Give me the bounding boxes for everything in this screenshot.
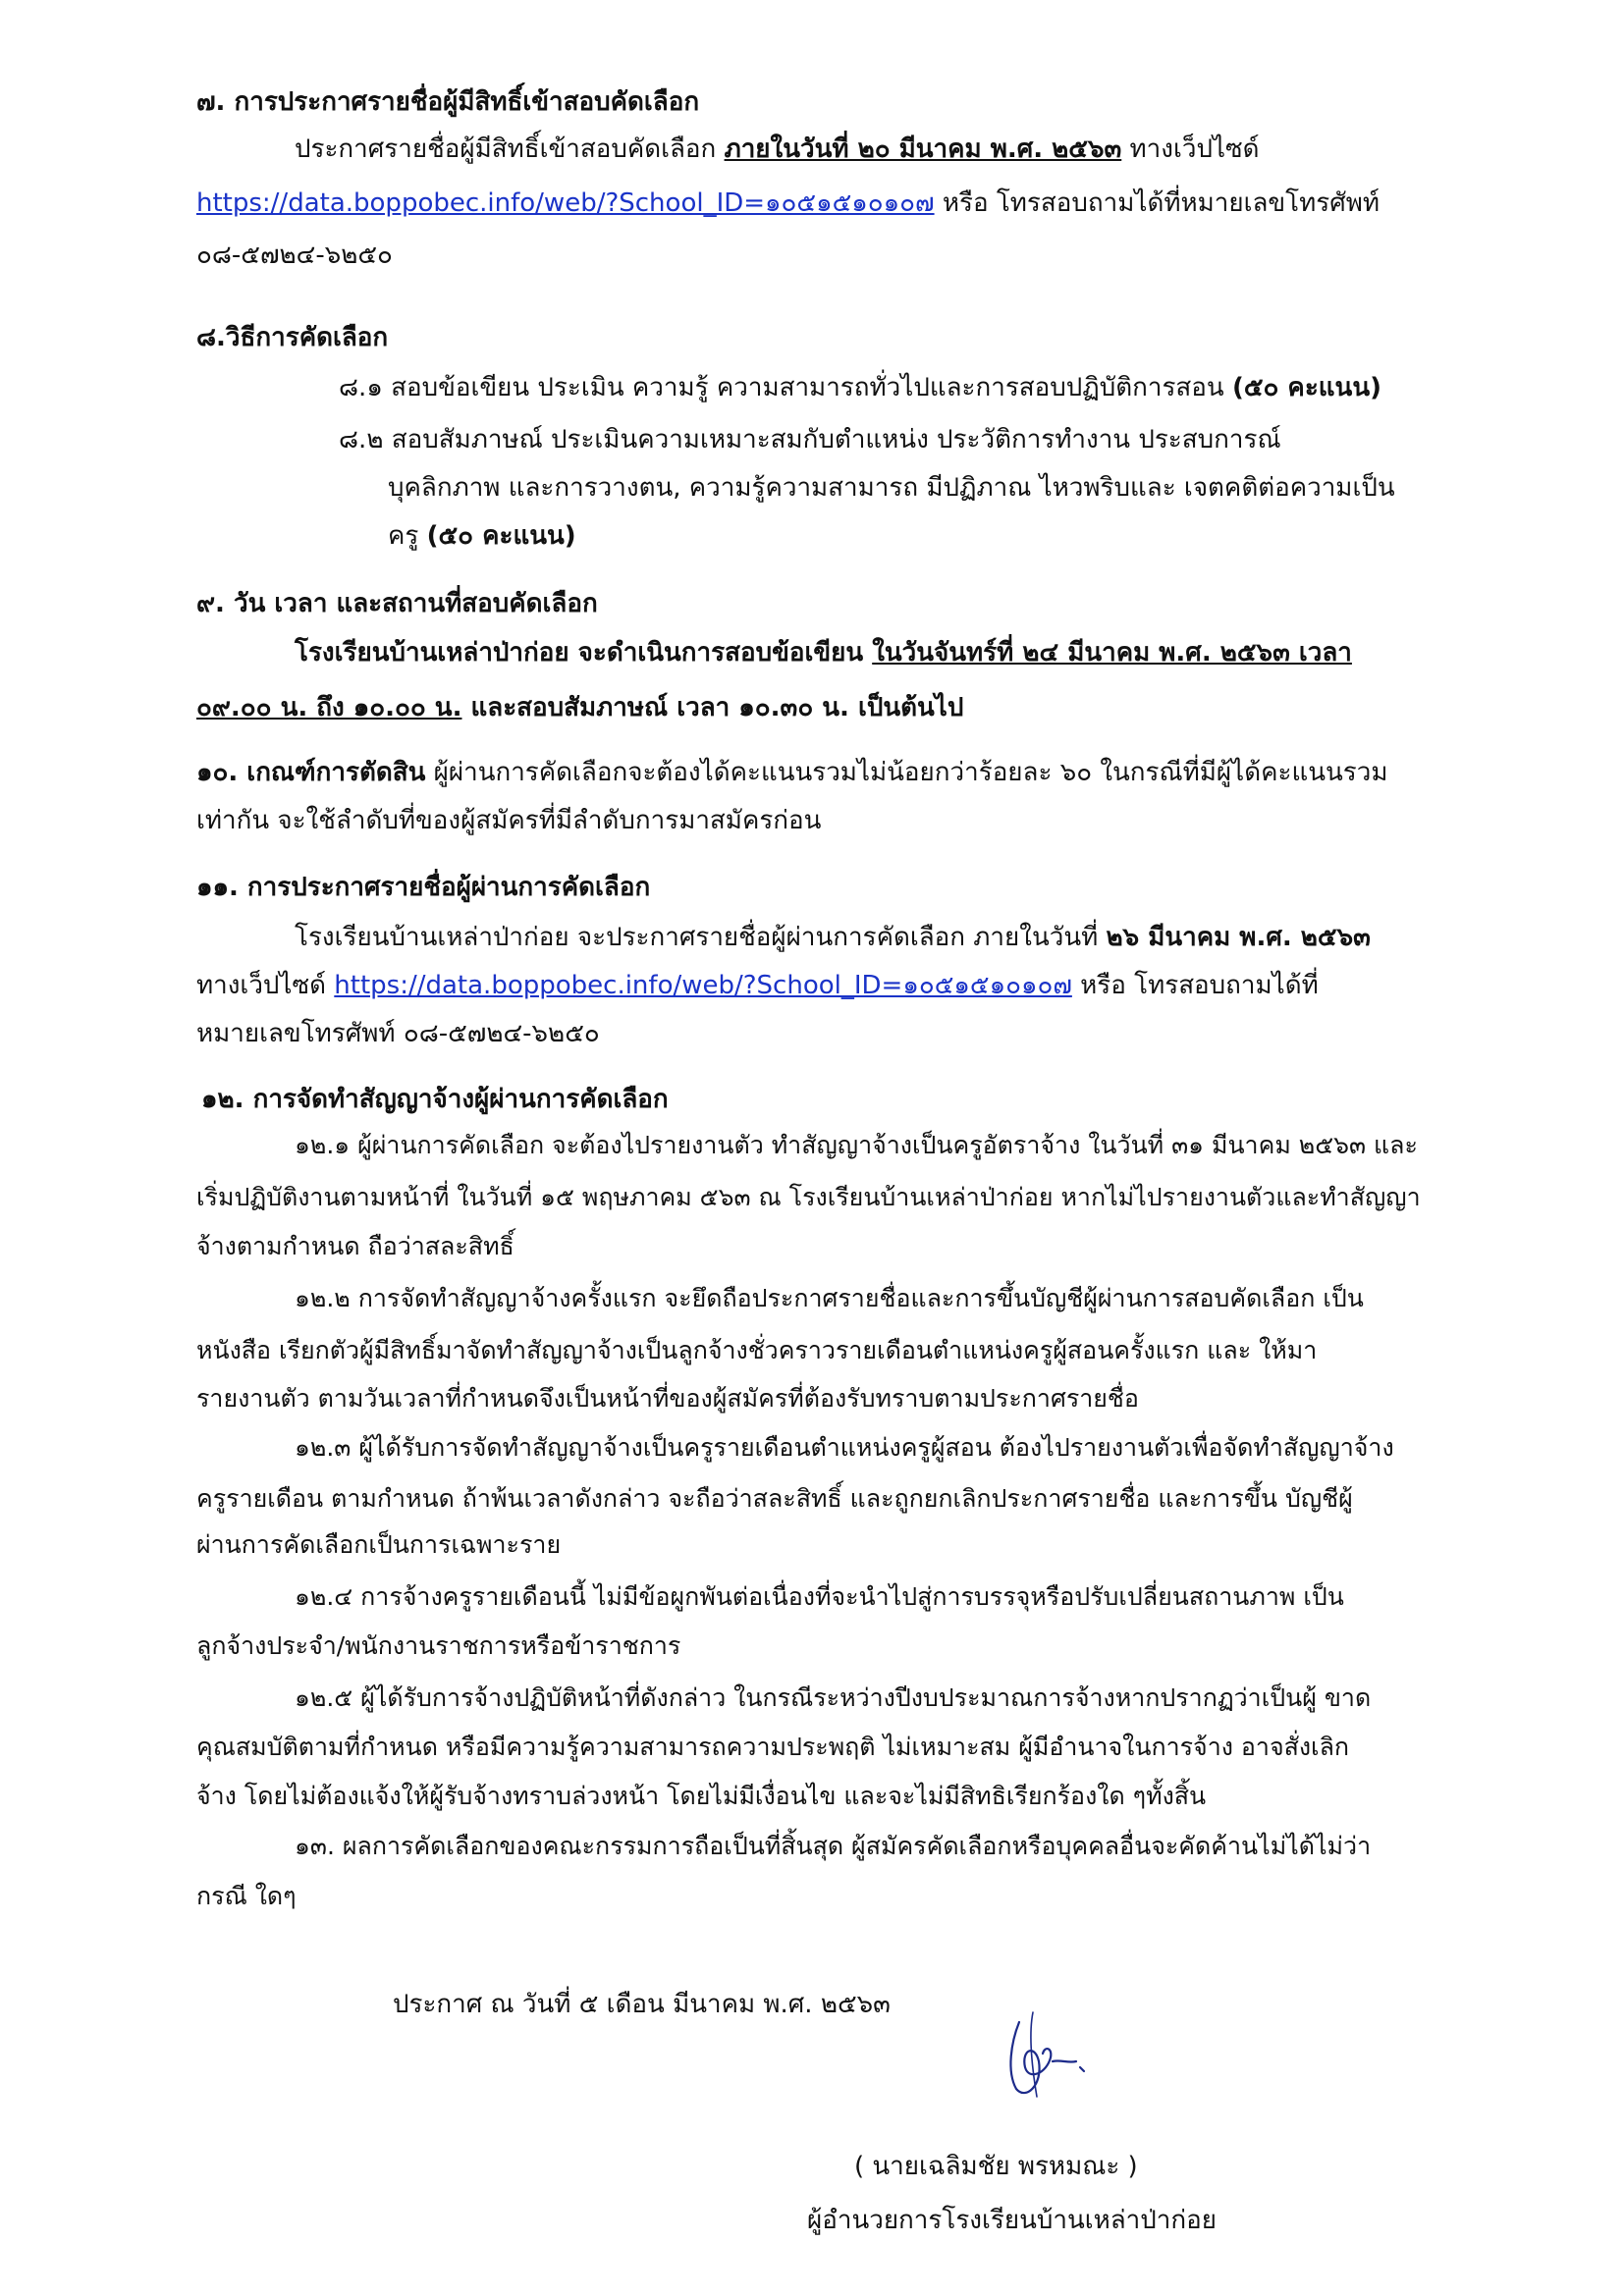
section-12-5-line-3: จ้าง โดยไม่ต้องแจ้งให้ผู้รับจ้างทราบล่วงหน้า โดยไม่มีเงื่อนไข และจะไม่มีสิทธิเรียกร้องใด ๆทั้งสิ้น xyxy=(196,1782,1207,1810)
signer-name: ( นายเฉลิมชัย พรหมณะ ) xyxy=(854,2152,1138,2181)
section-8-item-2-line-3 xyxy=(388,519,576,553)
section-12-2-line-1: ๑๒.๒ การจัดทำสัญญาจ้างครั้งแรก จะยึดถือประกาศรายชื่อและการขึ้นบัญชีผู้ผ่านการสอบคัดเลือก เป็น xyxy=(295,1284,1364,1312)
section-10-text: ผู้ผ่านการคัดเลือกจะต้องได้คะแนนรวมไม่น้อยกว่าร้อยละ ๖๐ ในกรณีที่มีผู้ได้คะแนนรวม xyxy=(425,758,1388,787)
section-7-line-2 xyxy=(196,187,1380,220)
section-11-date: ๒๖ มีนาคม พ.ศ. ๒๕๖๓ xyxy=(1106,923,1371,952)
section-7-link[interactable]: https://data.boppobec.info/web/?School_ID=๑๐๕๑๕๑๐๑๐๗ xyxy=(196,188,935,218)
section-11-text: หรือ โทรสอบถามได้ที่ xyxy=(1071,971,1319,1000)
signer-title: ผู้อำนวยการโรงเรียนบ้านเหล่าป่าก่อย xyxy=(807,2206,1217,2235)
section-7-heading: ๗. การประกาศรายชื่อผู้มีสิทธิ์เข้าสอบคัดเลือก xyxy=(196,87,700,117)
section-8-item-2-line-2: บุคลิกภาพ และการวางตน, ความรู้ความสามารถ มีปฏิภาณ ไหวพริบและ เจตคติต่อความเป็น xyxy=(388,473,1395,503)
section-9-time: ๐๙.๐๐ น. ถึง ๑๐.๐๐ น. xyxy=(196,693,462,722)
section-10-heading: ๑๐. เกณฑ์การตัดสิน xyxy=(196,758,426,787)
section-13-line-2: กรณี ใดๆ xyxy=(196,1882,297,1910)
section-9-text: และสอบสัมภาษณ์ เวลา ๑๐.๓๐ น. เป็นต้นไป xyxy=(461,693,964,722)
section-10-line-2: เท่ากัน จะใช้ลำดับที่ของผู้สมัครที่มีลำดับการมาสมัครก่อน xyxy=(196,806,822,835)
section-12-4-line-2: ลูกจ้างประจำ/พนักงานราชการหรือข้าราชการ xyxy=(196,1631,681,1660)
announcement-date: ประกาศ ณ วันที่ ๕ เดือน มีนาคม พ.ศ. ๒๕๖๓ xyxy=(393,1990,891,2019)
section-12-3-line-1: ๑๒.๓ ผู้ได้รับการจัดทำสัญญาจ้างเป็นครูรายเดือนตำแหน่งครูผู้สอน ต้องไปรายงานตัวเพื่อจัดทำสัญญาจ้าง xyxy=(295,1433,1394,1462)
section-12-4-line-1: ๑๒.๔ การจ้างครูรายเดือนนี้ ไม่มีข้อผูกพันต่อเนื่องที่จะนำไปสู่การบรรจุหรือปรับเปลี่ยนสถานภาพ เป็น xyxy=(295,1582,1344,1611)
section-7-text: ประกาศรายชื่อผู้มีสิทธิ์เข้าสอบคัดเลือก xyxy=(295,134,725,164)
section-9-line-1 xyxy=(295,636,1352,669)
section-12-1-line-2: เริ่มปฏิบัติงานตามหน้าที่ ในวันที่ ๑๕ พฤษภาคม ๕๖๓ ณ โรงเรียนบ้านเหล่าป่าก่อย หากไม่ไปรายงานตัวและทำสัญญา xyxy=(196,1183,1421,1211)
section-7-text: ทางเว็ปไซด์ xyxy=(1121,134,1260,164)
section-12-2-line-2: หนังสือ เรียกตัวผู้มีสิทธิ์มาจัดทำสัญญาจ้างเป็นลูกจ้างชั่วคราวรายเดือนตำแหน่งครูผู้สอนครั้งแรก และ ให้มา xyxy=(196,1336,1318,1364)
section-11-line-1 xyxy=(295,921,1371,954)
section-9-date: ในวันจันทร์ที่ ๒๔ มีนาคม พ.ศ. ๒๕๖๓ เวลา xyxy=(872,638,1352,667)
section-8-item-1 xyxy=(339,371,1381,404)
section-11-text: โรงเรียนบ้านเหล่าป่าก่อย จะประกาศรายชื่อผู้ผ่านการคัดเลือก ภายในวันที่ xyxy=(295,923,1107,952)
section-7-date: ภายในวันที่ ๒๐ มีนาคม พ.ศ. ๒๕๖๓ xyxy=(724,134,1122,164)
section-11-text: ทางเว็ปไซด์ xyxy=(196,971,335,1000)
section-10-line-1 xyxy=(196,756,1387,789)
section-8-item-2-text: ครู xyxy=(388,521,427,551)
section-8-item-2-line-1: ๘.๒ สอบสัมภาษณ์ ประเมินความเหมาะสมกับตำแหน่ง ประวัติการทำงาน ประสบการณ์ xyxy=(339,425,1281,454)
section-9-heading: ๙. วัน เวลา และสถานที่สอบคัดเลือก xyxy=(196,589,598,618)
section-8-item-1-text: ๘.๑ สอบข้อเขียน ประเมิน ความรู้ ความสามารถทั่วไปและการสอบปฏิบัติการสอน xyxy=(339,373,1232,402)
section-12-1-line-3: จ้างตามกำหนด ถือว่าสละสิทธิ์ xyxy=(196,1232,514,1260)
section-7-line-1 xyxy=(295,133,1260,166)
section-7-phone: ๐๘-๕๗๒๔-๖๒๕๐ xyxy=(196,240,393,270)
section-12-1-line-1: ๑๒.๑ ผู้ผ่านการคัดเลือก จะต้องไปรายงานตัว ทำสัญญาจ้างเป็นครูอัตราจ้าง ในวันที่ ๓๑ มีนาคม ๒๕๖๓ และ xyxy=(295,1131,1418,1159)
section-8-item-1-score: (๕๐ คะแนน) xyxy=(1231,373,1381,402)
section-12-2-line-3: รายงานตัว ตามวันเวลาที่กำหนดจึงเป็นหน้าที่ของผู้สมัครที่ต้องรับทราบตามประกาศรายชื่อ xyxy=(196,1384,1139,1413)
section-11-link[interactable]: https://data.boppobec.info/web/?School_ID=๑๐๕๑๕๑๐๑๐๗ xyxy=(334,971,1072,1000)
section-12-heading: ๑๒. การจัดทำสัญญาจ้างผู้ผ่านการคัดเลือก xyxy=(201,1085,669,1114)
signature-image xyxy=(982,2002,1100,2110)
section-8-item-2-score: (๕๐ คะแนน) xyxy=(426,521,576,551)
section-13-line-1: ๑๓. ผลการคัดเลือกของคณะกรรมการถือเป็นที่สิ้นสุด ผู้สมัครคัดเลือกหรือบุคคลอื่นจะคัดค้านไม่ได้ไม่ว่า xyxy=(295,1832,1372,1860)
section-12-5-line-1: ๑๒.๕ ผู้ได้รับการจ้างปฏิบัติหน้าที่ดังกล่าว ในกรณีระหว่างปีงบประมาณการจ้างหากปรากฏว่าเป็นผู้ ขาด xyxy=(295,1683,1372,1712)
section-7-text: หรือ โทรสอบถามได้ที่หมายเลขโทรศัพท์ xyxy=(934,188,1380,218)
section-9-line-2 xyxy=(196,691,963,724)
section-9-text: โรงเรียนบ้านเหล่าป่าก่อย จะดำเนินการสอบข้อเขียน xyxy=(295,638,873,667)
section-8-heading: ๘.วิธีการคัดเลือก xyxy=(196,323,389,352)
section-11-line-2 xyxy=(196,969,1319,1002)
section-12-5-line-2: คุณสมบัติตามที่กำหนด หรือมีความรู้ความสามารถความประพฤติ ไม่เหมาะสม ผู้มีอำนาจในการจ้าง อาจสั่งเลิก xyxy=(196,1733,1350,1761)
section-11-heading: ๑๑. การประกาศรายชื่อผู้ผ่านการคัดเลือก xyxy=(196,873,651,902)
section-12-3-line-2: ครูรายเดือน ตามกำหนด ถ้าพ้นเวลาดังกล่าว จะถือว่าสละสิทธิ์ และถูกยกเลิกประกาศรายชื่อ และการขึ้น บัญชีผู้ xyxy=(196,1484,1353,1513)
section-11-line-3: หมายเลขโทรศัพท์ ๐๘-๕๗๒๔-๖๒๕๐ xyxy=(196,1019,600,1048)
section-12-3-line-3: ผ่านการคัดเลือกเป็นการเฉพาะราย xyxy=(196,1530,562,1559)
